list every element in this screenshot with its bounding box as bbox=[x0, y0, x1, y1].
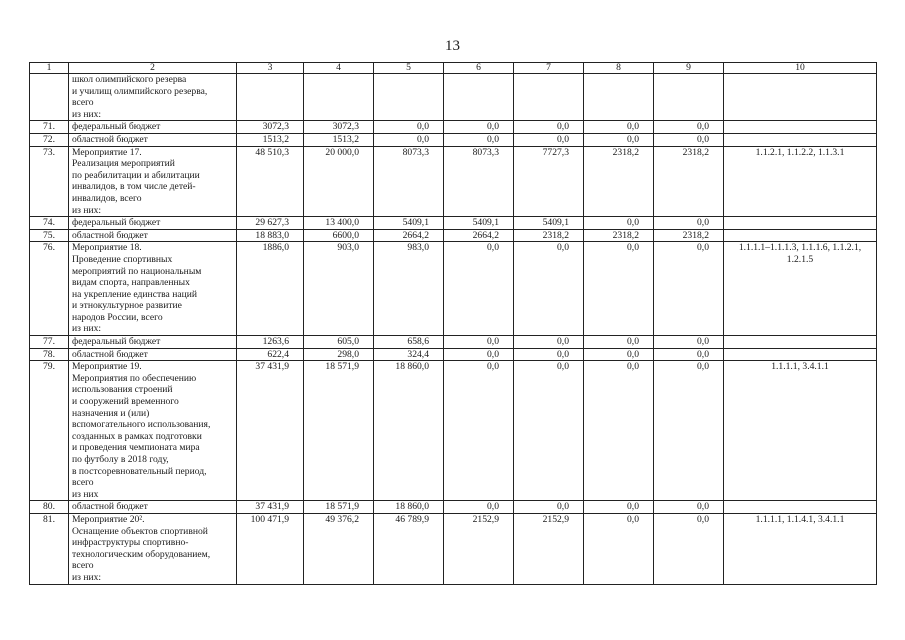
table-row bbox=[30, 361, 877, 501]
column-header: 10 bbox=[724, 63, 877, 74]
row-description bbox=[69, 74, 237, 121]
description-line: всего bbox=[72, 477, 94, 489]
table-row bbox=[30, 513, 877, 584]
value-cell: 8073,3 bbox=[374, 146, 444, 217]
description-line: на укрепление единства наций bbox=[72, 288, 197, 300]
table-row bbox=[30, 133, 877, 146]
row-description bbox=[69, 513, 237, 584]
value-cell: 5409,1 bbox=[444, 217, 514, 230]
value-cell: 18 860,0 bbox=[374, 501, 444, 514]
description-line: областной бюджет bbox=[72, 501, 148, 513]
description-line: из них: bbox=[72, 204, 102, 216]
value-cell: 983,0 bbox=[374, 242, 444, 336]
description-line: школ олимпийского резерва bbox=[72, 74, 187, 85]
description-line: Мероприятие 17. bbox=[72, 146, 142, 158]
row-description bbox=[69, 133, 237, 146]
value-cell: 298,0 bbox=[304, 348, 374, 361]
description-line: инвалидов, в том числе детей- bbox=[72, 181, 196, 193]
row-number: 81. bbox=[30, 513, 69, 584]
description-line: инвалидов, всего bbox=[72, 192, 142, 204]
value-cell: 6600,0 bbox=[304, 229, 374, 242]
value-cell: 0,0 bbox=[584, 121, 654, 134]
value-cell: 0,0 bbox=[654, 217, 724, 230]
row-number bbox=[30, 74, 69, 121]
value-cell: 3072,3 bbox=[237, 121, 304, 134]
value-cell: 0,0 bbox=[444, 121, 514, 134]
value-cell: 37 431,9 bbox=[237, 361, 304, 501]
value-cell: 0,0 bbox=[654, 336, 724, 349]
value-cell bbox=[374, 74, 444, 121]
description-line: Оснащение объектов спортивной bbox=[72, 525, 208, 537]
table-row bbox=[30, 217, 877, 230]
value-cell: 0,0 bbox=[514, 361, 584, 501]
description-line: по футболу в 2018 году, bbox=[72, 454, 169, 465]
description-line: областной бюджет bbox=[72, 133, 148, 145]
description-line: областной бюджет bbox=[72, 229, 148, 241]
description-line: из них: bbox=[72, 571, 102, 583]
value-cell: 2664,2 bbox=[374, 229, 444, 242]
reference-cell: 1.1.1.1–1.1.1.3, 1.1.1.6, 1.1.2.1, 1.2.1.5 bbox=[724, 242, 877, 336]
value-cell: 5409,1 bbox=[514, 217, 584, 230]
description-line: и сооружений временного bbox=[72, 396, 179, 408]
value-cell: 0,0 bbox=[444, 501, 514, 514]
value-cell: 48 510,3 bbox=[237, 146, 304, 217]
reference-cell bbox=[724, 121, 877, 134]
column-header: 9 bbox=[654, 63, 724, 74]
value-cell: 2318,2 bbox=[514, 229, 584, 242]
description-line: из них bbox=[72, 488, 99, 500]
value-cell: 0,0 bbox=[584, 513, 654, 584]
table-row bbox=[30, 146, 877, 217]
value-cell: 0,0 bbox=[584, 501, 654, 514]
value-cell: 0,0 bbox=[654, 121, 724, 134]
value-cell: 0,0 bbox=[654, 501, 724, 514]
table-row bbox=[30, 242, 877, 336]
column-header: 3 bbox=[237, 63, 304, 74]
table-row bbox=[30, 501, 877, 514]
description-line: видам спорта, направленных bbox=[72, 277, 190, 289]
description-line: в постсоревновательный период, bbox=[72, 465, 207, 477]
value-cell: 0,0 bbox=[654, 348, 724, 361]
value-cell: 903,0 bbox=[304, 242, 374, 336]
value-cell: 1513,2 bbox=[304, 133, 374, 146]
description-line: инфраструктуры спортивно- bbox=[72, 537, 189, 549]
value-cell bbox=[514, 74, 584, 121]
description-line: мероприятий по национальным bbox=[72, 265, 202, 277]
value-cell: 18 860,0 bbox=[374, 361, 444, 501]
page-number: 13 bbox=[445, 38, 460, 54]
value-cell: 8073,3 bbox=[444, 146, 514, 217]
description-line: и проведения чемпионата мира bbox=[72, 442, 200, 454]
value-cell: 2318,2 bbox=[584, 146, 654, 217]
value-cell: 2318,2 bbox=[584, 229, 654, 242]
description-line: назначения и (или) bbox=[72, 407, 150, 419]
description-line: по реабилитации и абилитации bbox=[72, 169, 200, 181]
row-number: 79. bbox=[30, 361, 69, 501]
row-number: 80. bbox=[30, 501, 69, 514]
reference-cell bbox=[724, 133, 877, 146]
row-description bbox=[69, 242, 237, 336]
table-row bbox=[30, 348, 877, 361]
value-cell: 0,0 bbox=[514, 348, 584, 361]
description-line: всего bbox=[72, 560, 94, 572]
value-cell: 100 471,9 bbox=[237, 513, 304, 584]
value-cell: 0,0 bbox=[444, 133, 514, 146]
description-line: вспомогательного использования, bbox=[72, 419, 211, 431]
description-line: Проведение спортивных bbox=[72, 253, 173, 265]
description-line: использования строений bbox=[72, 384, 173, 396]
row-description bbox=[69, 361, 237, 501]
column-header: 8 bbox=[584, 63, 654, 74]
column-header: 1 bbox=[30, 63, 69, 74]
value-cell: 29 627,3 bbox=[237, 217, 304, 230]
value-cell: 0,0 bbox=[514, 501, 584, 514]
value-cell: 605,0 bbox=[304, 336, 374, 349]
value-cell: 0,0 bbox=[654, 513, 724, 584]
value-cell bbox=[584, 74, 654, 121]
value-cell: 0,0 bbox=[654, 361, 724, 501]
value-cell: 0,0 bbox=[584, 217, 654, 230]
value-cell: 2318,2 bbox=[654, 146, 724, 217]
row-description bbox=[69, 121, 237, 134]
value-cell: 324,4 bbox=[374, 348, 444, 361]
reference-cell bbox=[724, 229, 877, 242]
value-cell: 13 400,0 bbox=[304, 217, 374, 230]
row-description bbox=[69, 229, 237, 242]
description-line: из них: bbox=[72, 323, 102, 335]
reference-cell bbox=[724, 217, 877, 230]
description-line: технологическим оборудованием, bbox=[72, 548, 211, 560]
value-cell: 658,6 bbox=[374, 336, 444, 349]
column-header-row bbox=[30, 63, 877, 74]
value-cell bbox=[444, 74, 514, 121]
description-line: и училищ олимпийского резерва, bbox=[72, 85, 208, 97]
reference-cell: 1.1.1.1, 3.4.1.1 bbox=[724, 361, 877, 501]
description-line: Мероприятие 19. bbox=[72, 361, 142, 373]
row-number: 76. bbox=[30, 242, 69, 336]
reference-cell bbox=[724, 336, 877, 349]
reference-cell bbox=[724, 348, 877, 361]
description-line: из них: bbox=[72, 108, 102, 120]
row-number: 72. bbox=[30, 133, 69, 146]
value-cell: 0,0 bbox=[654, 242, 724, 336]
reference-cell bbox=[724, 501, 877, 514]
description-line: созданных в рамках подготовки bbox=[72, 430, 202, 442]
value-cell: 18 571,9 bbox=[304, 361, 374, 501]
value-cell: 0,0 bbox=[444, 348, 514, 361]
value-cell: 0,0 bbox=[584, 348, 654, 361]
value-cell: 0,0 bbox=[444, 242, 514, 336]
value-cell: 2318,2 bbox=[654, 229, 724, 242]
value-cell: 0,0 bbox=[584, 361, 654, 501]
reference-cell bbox=[724, 74, 877, 121]
value-cell: 18 883,0 bbox=[237, 229, 304, 242]
description-line: федеральный бюджет bbox=[72, 336, 161, 348]
value-cell: 0,0 bbox=[374, 133, 444, 146]
value-cell: 0,0 bbox=[584, 336, 654, 349]
description-line: Реализация мероприятий bbox=[72, 158, 175, 170]
value-cell: 20 000,0 bbox=[304, 146, 374, 217]
value-cell: 7727,3 bbox=[514, 146, 584, 217]
table-row bbox=[30, 336, 877, 349]
row-number: 78. bbox=[30, 348, 69, 361]
value-cell bbox=[654, 74, 724, 121]
value-cell: 46 789,9 bbox=[374, 513, 444, 584]
value-cell: 3072,3 bbox=[304, 121, 374, 134]
value-cell: 0,0 bbox=[514, 121, 584, 134]
value-cell: 0,0 bbox=[374, 121, 444, 134]
value-cell bbox=[237, 74, 304, 121]
value-cell: 2152,9 bbox=[444, 513, 514, 584]
value-cell: 0,0 bbox=[444, 336, 514, 349]
value-cell: 2152,9 bbox=[514, 513, 584, 584]
description-line: Мероприятие 18. bbox=[72, 242, 142, 254]
row-description bbox=[69, 146, 237, 217]
row-description bbox=[69, 217, 237, 230]
value-cell: 0,0 bbox=[514, 242, 584, 336]
value-cell bbox=[304, 74, 374, 121]
description-line: федеральный бюджет bbox=[72, 217, 161, 229]
row-number: 71. bbox=[30, 121, 69, 134]
row-description bbox=[69, 501, 237, 514]
description-line: всего bbox=[72, 97, 94, 109]
value-cell: 37 431,9 bbox=[237, 501, 304, 514]
column-header: 2 bbox=[69, 63, 237, 74]
description-line: Мероприятия по обеспечению bbox=[72, 372, 197, 384]
row-number: 73. bbox=[30, 146, 69, 217]
column-header: 7 bbox=[514, 63, 584, 74]
value-cell: 0,0 bbox=[584, 242, 654, 336]
reference-cell: 1.1.1.1, 1.1.4.1, 3.4.1.1 bbox=[724, 513, 877, 584]
value-cell: 0,0 bbox=[444, 361, 514, 501]
description-line: федеральный бюджет bbox=[72, 121, 161, 133]
table-row bbox=[30, 121, 877, 134]
column-header: 5 bbox=[374, 63, 444, 74]
description-line: Мероприятие 20². bbox=[72, 513, 145, 525]
value-cell: 49 376,2 bbox=[304, 513, 374, 584]
row-number: 74. bbox=[30, 217, 69, 230]
description-line: народов России, всего bbox=[72, 311, 163, 323]
description-line: и этнокультурное развитие bbox=[72, 300, 182, 312]
row-number: 77. bbox=[30, 336, 69, 349]
row-number: 75. bbox=[30, 229, 69, 242]
reference-cell: 1.1.2.1, 1.1.2.2, 1.1.3.1 bbox=[724, 146, 877, 217]
value-cell: 622,4 bbox=[237, 348, 304, 361]
budget-table bbox=[29, 62, 877, 585]
description-line: областной бюджет bbox=[72, 348, 148, 360]
value-cell: 0,0 bbox=[584, 133, 654, 146]
column-header: 4 bbox=[304, 63, 374, 74]
value-cell: 0,0 bbox=[514, 133, 584, 146]
table-row bbox=[30, 229, 877, 242]
row-description bbox=[69, 336, 237, 349]
value-cell: 18 571,9 bbox=[304, 501, 374, 514]
value-cell: 1263,6 bbox=[237, 336, 304, 349]
value-cell: 0,0 bbox=[514, 336, 584, 349]
value-cell: 5409,1 bbox=[374, 217, 444, 230]
row-description bbox=[69, 348, 237, 361]
value-cell: 2664,2 bbox=[444, 229, 514, 242]
value-cell: 1513,2 bbox=[237, 133, 304, 146]
table-row bbox=[30, 74, 877, 121]
value-cell: 1886,0 bbox=[237, 242, 304, 336]
value-cell: 0,0 bbox=[654, 133, 724, 146]
column-header: 6 bbox=[444, 63, 514, 74]
